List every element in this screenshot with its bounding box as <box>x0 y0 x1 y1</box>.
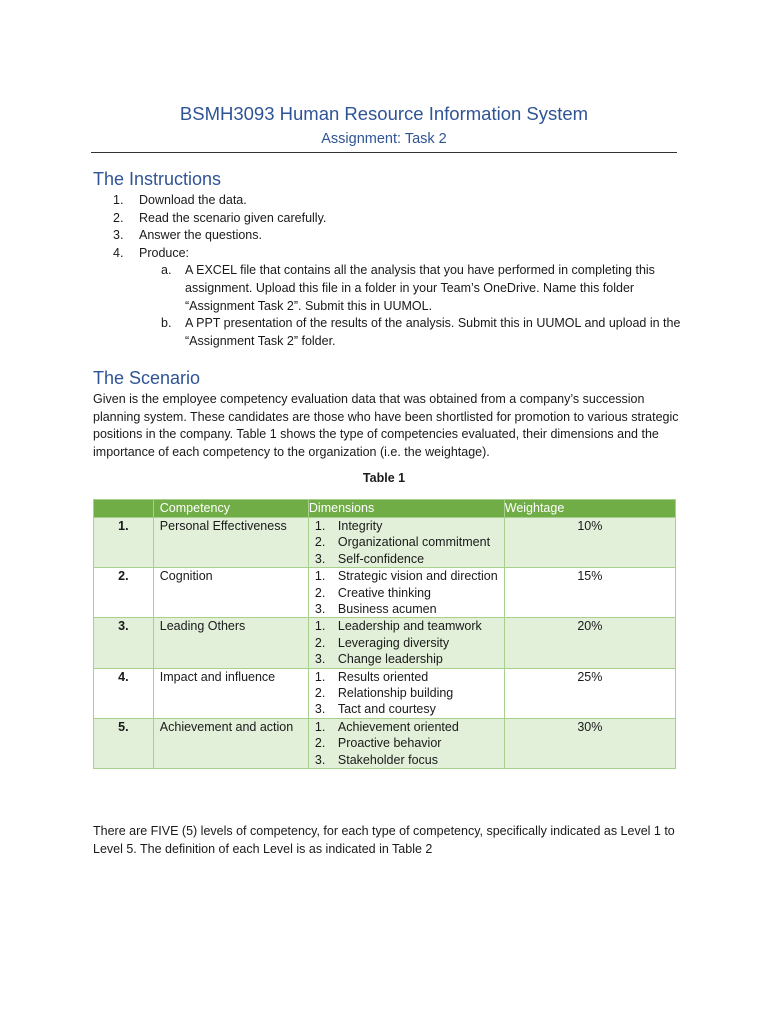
dimension-number: 2. <box>314 686 326 701</box>
sub-list-item <box>161 262 683 315</box>
dimension-text: Achievement oriented <box>337 719 459 734</box>
dimension-item <box>309 568 504 584</box>
row-competency: Impact and influence <box>153 668 308 718</box>
document-subtitle: Assignment: Task 2 <box>321 131 447 147</box>
dimension-text: Stakeholder focus <box>337 752 438 767</box>
list-item-number: 2. <box>113 210 124 225</box>
instructions-heading: The Instructions <box>93 169 222 189</box>
dimension-number: 3. <box>314 551 326 566</box>
row-weightage: 15% <box>504 568 675 618</box>
sub-list-letter: b. <box>161 316 172 331</box>
table-row <box>94 668 676 718</box>
dimension-text: Tact and courtesy <box>337 702 436 717</box>
dimension-number: 1. <box>314 569 326 584</box>
dimension-number: 1. <box>314 719 326 734</box>
row-weightage: 25% <box>504 668 675 718</box>
table-row <box>94 518 676 568</box>
title-divider <box>91 152 677 153</box>
dimension-item <box>309 551 504 567</box>
list-item-text: Download the data. <box>139 193 247 207</box>
closing-paragraph: There are FIVE (5) levels of competency, for each type of competency, specifically indicated as Level 1 to Level 5. The definition of each Level is as indicated in Table 2 <box>93 824 675 856</box>
dimension-number: 1. <box>314 619 326 634</box>
dimension-item <box>309 601 504 617</box>
dimension-item <box>309 518 504 534</box>
dimension-number: 3. <box>314 752 326 767</box>
row-number: 1. <box>94 518 154 568</box>
row-dimensions <box>308 568 504 618</box>
dimension-text: Leveraging diversity <box>337 635 450 650</box>
dimension-number: 1. <box>314 519 326 533</box>
list-item <box>113 227 683 245</box>
list-item <box>113 192 683 210</box>
list-item-text: Answer the questions. <box>139 228 262 243</box>
list-item-text: Read the scenario given carefully. <box>139 210 327 225</box>
dimension-item <box>309 618 504 634</box>
table-row <box>94 618 676 668</box>
list-item-number: 4. <box>113 245 124 260</box>
dimension-number: 3. <box>314 652 326 667</box>
row-dimensions <box>308 618 504 668</box>
document-title: BSMH3093 Human Resource Information System <box>179 103 589 124</box>
list-item-number: 1. <box>113 193 124 207</box>
dimension-number: 3. <box>314 602 326 617</box>
table-row <box>94 568 676 618</box>
row-weightage: 10% <box>504 518 675 568</box>
dimension-number: 2. <box>314 535 326 550</box>
row-weightage: 20% <box>504 618 675 668</box>
table-header-row <box>94 500 676 518</box>
row-number: 5. <box>94 718 154 768</box>
row-dimensions <box>308 518 504 568</box>
dimension-number: 3. <box>314 702 326 717</box>
dimension-item <box>309 635 504 651</box>
table-caption: Table 1 <box>362 471 406 485</box>
list-item <box>113 210 683 228</box>
row-competency: Leading Others <box>153 618 308 668</box>
dimension-text: Leadership and teamwork <box>337 619 482 634</box>
row-dimensions <box>308 718 504 768</box>
dimension-item <box>309 752 504 768</box>
dimension-item <box>309 685 504 701</box>
row-number: 3. <box>94 618 154 668</box>
header-weightage: Weightage <box>504 500 675 518</box>
sub-list-letter: a. <box>161 263 172 278</box>
header-dimensions: Dimensions <box>308 500 504 518</box>
row-number: 2. <box>94 568 154 618</box>
row-dimensions <box>308 668 504 718</box>
dimension-text: Proactive behavior <box>337 736 442 751</box>
dimension-text: Business acumen <box>337 602 437 617</box>
sub-list-text: A PPT presentation of the results of the analysis. Submit this in UUMOL and upload in the “Assignment Task 2” folder. <box>185 316 681 348</box>
dimension-item <box>309 735 504 751</box>
list-item-text: Produce: <box>139 245 190 260</box>
dimension-text: Change leadership <box>337 652 443 667</box>
dimension-text: Results oriented <box>337 669 429 684</box>
row-competency: Achievement and action <box>153 718 308 768</box>
row-competency: Cognition <box>153 568 308 618</box>
list-item <box>113 245 683 263</box>
list-item-number: 3. <box>113 228 124 243</box>
dimension-number: 2. <box>314 585 326 600</box>
dimension-text: Organizational commitment <box>337 535 491 550</box>
dimension-item <box>309 701 504 717</box>
sub-list-text: A EXCEL file that contains all the analysis that you have performed in completing this assignment. Upload this file in a folder in your Team’s OneDrive. Name this folder “Assignment Task 2”. Submit this in UUMOL. <box>185 263 655 313</box>
dimension-item <box>309 719 504 735</box>
dimension-text: Creative thinking <box>337 585 432 600</box>
row-number: 4. <box>94 668 154 718</box>
dimension-text: Strategic vision and direction <box>337 569 498 584</box>
row-weightage: 30% <box>504 718 675 768</box>
header-competency: Competency <box>153 500 308 518</box>
scenario-heading: The Scenario <box>93 368 201 388</box>
dimension-item <box>309 534 504 550</box>
dimension-text: Self-confidence <box>337 551 425 566</box>
header-no <box>94 500 154 518</box>
row-competency: Personal Effectiveness <box>153 518 308 568</box>
dimension-number: 1. <box>314 669 326 684</box>
dimension-item <box>309 669 504 685</box>
dimension-text: Integrity <box>337 519 383 533</box>
dimension-text: Relationship building <box>337 686 454 701</box>
instructions-list <box>113 192 683 350</box>
dimension-item <box>309 651 504 667</box>
sub-list-item <box>161 315 683 350</box>
competency-table <box>93 499 676 769</box>
scenario-paragraph: Given is the employee competency evaluation data that was obtained from a company’s succession planning system. These candidates are those who have been shortlisted for promotion to various strategic positions in the company. Table 1 shows the type of competencies evaluated, their dimensions and the importance of each competency to the organization (i.e. the weightage). <box>93 392 679 459</box>
dimension-item <box>309 585 504 601</box>
dimension-number: 2. <box>314 635 326 650</box>
table-row <box>94 718 676 768</box>
dimension-number: 2. <box>314 736 326 751</box>
